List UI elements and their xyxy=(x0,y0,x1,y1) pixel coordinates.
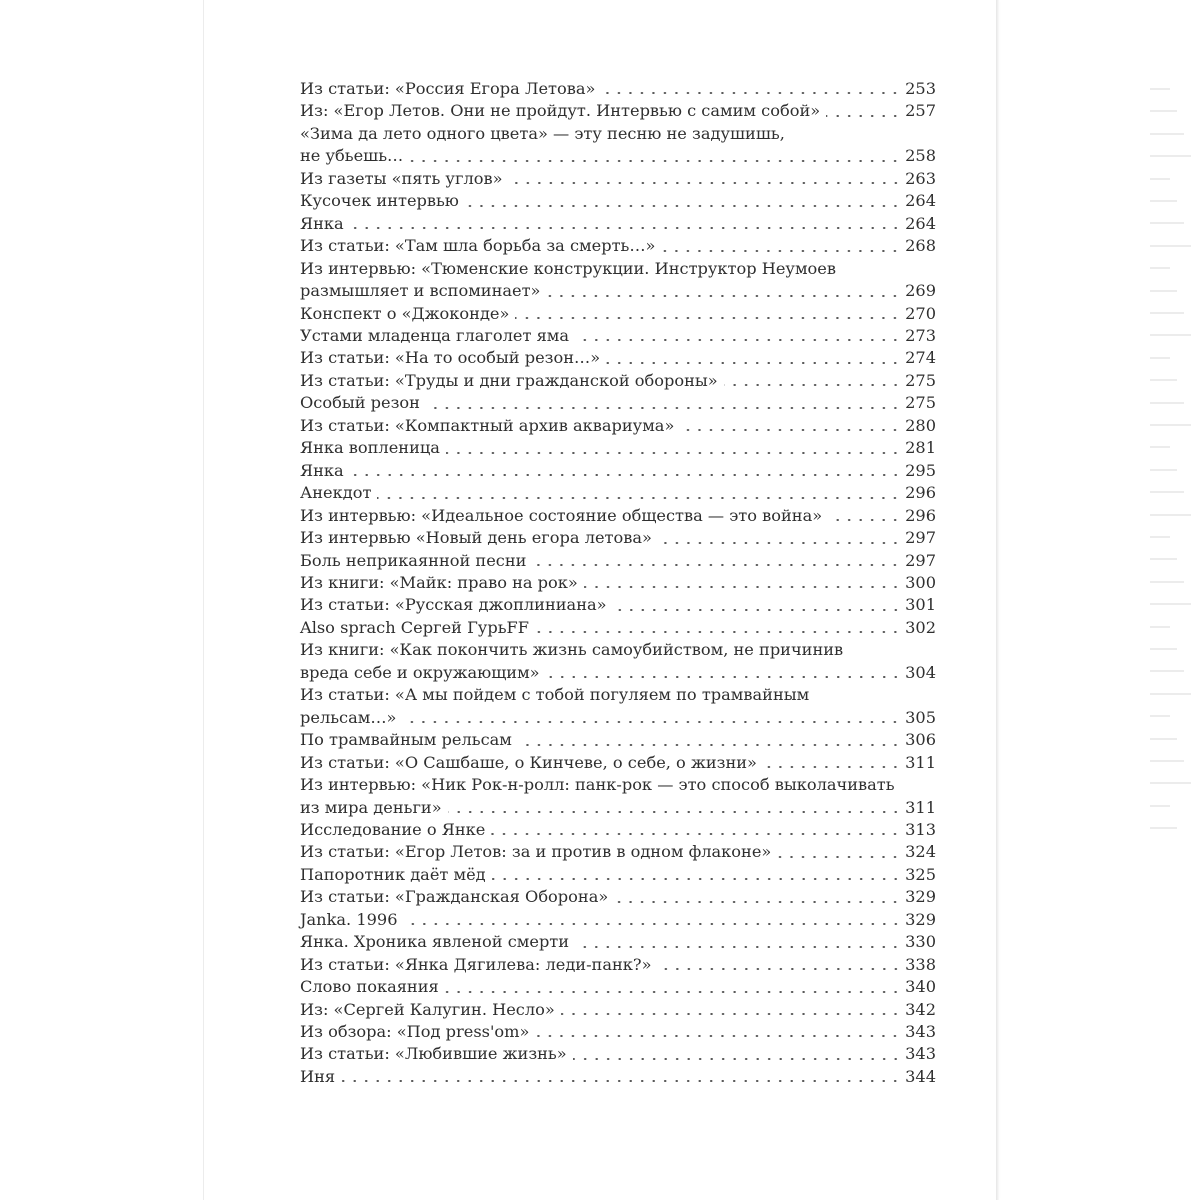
dot-leader xyxy=(350,474,901,476)
toc-entry-last-line xyxy=(300,886,936,908)
toc-entry xyxy=(300,190,936,212)
dot-leader xyxy=(535,631,901,633)
toc-page-number: 274 xyxy=(905,348,936,368)
toc-entry-last-line xyxy=(300,594,936,616)
dot-leader xyxy=(518,744,901,746)
toc-entry xyxy=(300,550,936,572)
bleed-mark xyxy=(1150,290,1177,292)
toc-entry-title: Янка вопленица xyxy=(300,438,440,458)
toc-entry-title: Иня xyxy=(300,1066,336,1086)
dot-leader xyxy=(680,429,901,431)
toc-entry xyxy=(300,639,936,684)
toc-page-number: 264 xyxy=(905,213,936,233)
toc-entry-last-line xyxy=(300,707,936,729)
toc-page-number: 275 xyxy=(905,370,936,390)
toc-entry-last-line xyxy=(300,347,936,369)
toc-entry-last-line xyxy=(300,100,936,122)
toc-page-number: 311 xyxy=(905,752,936,772)
toc-entry xyxy=(300,123,936,168)
toc-entry-last-line xyxy=(300,1066,936,1088)
bleed-mark xyxy=(1150,402,1184,404)
dot-leader xyxy=(606,362,901,364)
dot-leader xyxy=(341,1080,901,1082)
toc-page-number: 324 xyxy=(905,842,936,862)
bleed-mark xyxy=(1150,536,1170,538)
toc-page-number: 263 xyxy=(905,168,936,188)
toc-entry-title: Из интервью «Новый день егора летова» xyxy=(300,528,652,548)
toc-entry-last-line xyxy=(300,550,936,572)
toc-entry xyxy=(300,909,936,931)
bleed-mark xyxy=(1150,178,1170,180)
toc-entry-title: Из статьи: «На то особый резон…» xyxy=(300,348,601,368)
bleed-mark xyxy=(1150,200,1177,202)
toc-entry-last-line xyxy=(300,954,936,976)
toc-entry-last-line xyxy=(300,168,936,190)
dot-leader xyxy=(532,564,901,566)
toc-entry-title: Из статьи: «А мы пойдем с тобой погуляем по трамвайным xyxy=(300,685,810,705)
toc-page-number: 311 xyxy=(905,797,936,817)
toc-entry-title: вреда себе и окружающим» xyxy=(300,662,540,682)
toc-entry xyxy=(300,752,936,774)
toc-entry xyxy=(300,999,936,1021)
bleed-mark xyxy=(1150,827,1177,829)
bleed-mark xyxy=(1150,670,1184,672)
toc-page-number: 343 xyxy=(905,1044,936,1064)
toc-entry-title: Из: «Сергей Калугин. Несло» xyxy=(300,999,555,1019)
dot-leader xyxy=(777,856,901,858)
toc-entry xyxy=(300,213,936,235)
bleed-mark xyxy=(1150,88,1170,90)
toc-entry-title: рельсам…» xyxy=(300,707,397,727)
toc-entry xyxy=(300,527,936,549)
bleed-mark xyxy=(1150,558,1177,560)
toc-entry-line xyxy=(300,684,936,706)
bleed-mark xyxy=(1150,334,1191,336)
toc-page-number: 343 xyxy=(905,1022,936,1042)
show-through-bleed xyxy=(1144,0,1200,1200)
toc-page-number: 300 xyxy=(905,572,936,592)
toc-entry xyxy=(300,370,936,392)
bleed-mark xyxy=(1150,805,1170,807)
page-edge-shadow xyxy=(996,0,999,1200)
toc-entry-title: «Зима да лето одного цвета» — эту песню не задушишь, xyxy=(300,123,785,143)
dot-leader xyxy=(546,295,901,297)
toc-page-number: 329 xyxy=(905,909,936,929)
toc-entry-title: размышляет и вспоминает» xyxy=(300,281,541,301)
toc-entry-title: Из статьи: «Янка Дягилева: леди-панк?» xyxy=(300,954,652,974)
toc-entry-last-line xyxy=(300,303,936,325)
toc-entry xyxy=(300,886,936,908)
dot-leader xyxy=(546,676,902,678)
toc-entry xyxy=(300,774,936,819)
bleed-mark xyxy=(1150,379,1177,381)
toc-entry xyxy=(300,617,936,639)
toc-page-number: 269 xyxy=(905,281,936,301)
toc-page-number: 297 xyxy=(905,550,936,570)
toc-page-number: 305 xyxy=(905,707,936,727)
toc-entry xyxy=(300,258,936,303)
toc-entry-last-line xyxy=(300,460,936,482)
toc-entry-title: Из статьи: «Русская джоплиниана» xyxy=(300,595,607,615)
toc-page-number: 306 xyxy=(905,730,936,750)
dot-leader xyxy=(573,1058,901,1060)
toc-entry-title: Из интервью: «Ник Рок-н-ролл: панк-рок — это способ выколачивать xyxy=(300,775,895,795)
toc-entry-title: По трамвайным рельсам xyxy=(300,730,512,750)
toc-entry-last-line xyxy=(300,864,936,886)
toc-page-number: 257 xyxy=(905,101,936,121)
dot-leader xyxy=(584,586,901,588)
bleed-mark xyxy=(1150,110,1177,112)
dot-leader xyxy=(561,1013,901,1015)
dot-leader xyxy=(446,452,901,454)
toc-entry-last-line xyxy=(300,78,936,100)
toc-entry xyxy=(300,437,936,459)
toc-entry xyxy=(300,1043,936,1065)
dot-leader xyxy=(658,968,902,970)
dot-leader xyxy=(409,160,901,162)
bleed-mark xyxy=(1150,245,1191,247)
dot-leader xyxy=(601,92,901,94)
toc-entry-title: Из статьи: «Труды и дни гражданской обороны» xyxy=(300,370,718,390)
toc-entry-title: Из статьи: «Гражданская Оборона» xyxy=(300,887,609,907)
toc-entry-last-line xyxy=(300,976,936,998)
toc-entry xyxy=(300,168,936,190)
toc-entry-last-line xyxy=(300,437,936,459)
dot-leader xyxy=(402,721,901,723)
toc-entry-title: Конспект о «Джоконде» xyxy=(300,303,510,323)
toc-entry xyxy=(300,841,936,863)
toc-entry-line xyxy=(300,123,936,145)
bleed-mark xyxy=(1150,760,1184,762)
toc-entry-title: Янка xyxy=(300,460,344,480)
toc-entry-last-line xyxy=(300,392,936,414)
toc-entry xyxy=(300,303,936,325)
toc-entry-last-line xyxy=(300,909,936,931)
dot-leader xyxy=(492,878,901,880)
toc-page-number: 295 xyxy=(905,460,936,480)
dot-leader xyxy=(575,946,901,948)
toc-entry-last-line xyxy=(300,190,936,212)
bleed-mark xyxy=(1150,357,1170,359)
toc-entry-last-line xyxy=(300,819,936,841)
toc-entry-title: Из статьи: «Россия Егора Летова» xyxy=(300,79,596,98)
toc-entry-title: Из статьи: «Егор Летов: за и против в одном флаконе» xyxy=(300,842,772,862)
toc-entry xyxy=(300,954,936,976)
dot-leader xyxy=(445,991,901,993)
dot-leader xyxy=(465,205,901,207)
toc-entry xyxy=(300,684,936,729)
toc-entry xyxy=(300,572,936,594)
bleed-mark xyxy=(1150,155,1191,157)
bleed-mark xyxy=(1150,491,1184,493)
toc-entry xyxy=(300,864,936,886)
toc-entry-last-line xyxy=(300,729,936,751)
toc-entry-title: Из интервью: «Идеальное состояние общества — это война» xyxy=(300,505,823,525)
toc-entry-last-line xyxy=(300,752,936,774)
toc-entry-title: Устами младенца глаголет яма xyxy=(300,325,570,345)
toc-entry-last-line xyxy=(300,1021,936,1043)
bleed-mark xyxy=(1150,267,1170,269)
dot-leader xyxy=(509,182,902,184)
toc-entry-last-line xyxy=(300,662,936,684)
toc-entry xyxy=(300,931,936,953)
toc-entry-last-line xyxy=(300,280,936,302)
dot-leader xyxy=(828,519,901,521)
toc-entry-title: Янка xyxy=(300,213,344,233)
bleed-mark xyxy=(1150,581,1184,583)
bleed-mark xyxy=(1150,424,1191,426)
toc-entry xyxy=(300,325,936,347)
toc-page-number: 253 xyxy=(905,79,936,98)
toc-entry-last-line xyxy=(300,931,936,953)
bleed-mark xyxy=(1150,603,1191,605)
toc-page-number: 297 xyxy=(905,528,936,548)
toc-page-number: 302 xyxy=(905,617,936,637)
toc-entry xyxy=(300,1066,936,1088)
dot-leader xyxy=(658,542,901,544)
toc-page-number: 258 xyxy=(905,146,936,166)
dot-leader xyxy=(515,317,901,319)
bleed-mark xyxy=(1150,782,1191,784)
toc-entry-title: Из статьи: «Компактный архив аквариума» xyxy=(300,415,675,435)
toc-entry-last-line xyxy=(300,415,936,437)
bleed-mark xyxy=(1150,738,1177,740)
dot-leader xyxy=(763,766,901,768)
toc-page-number: 344 xyxy=(905,1066,936,1086)
toc-page-number: 273 xyxy=(905,325,936,345)
toc-page-number: 340 xyxy=(905,977,936,997)
toc-entry-title: Слово покаяния xyxy=(300,977,439,997)
toc-entry-title: Анекдот xyxy=(300,483,372,503)
dot-leader xyxy=(377,497,901,499)
toc-entry-title: Особый резон xyxy=(300,393,420,413)
toc-entry-last-line xyxy=(300,999,936,1021)
toc-entry-title: Из книги: «Майк: право на рок» xyxy=(300,572,578,592)
toc-entry xyxy=(300,976,936,998)
toc-entry-line xyxy=(300,774,936,796)
toc-entry xyxy=(300,482,936,504)
dot-leader xyxy=(826,115,901,117)
toc-entry xyxy=(300,505,936,527)
toc-entry xyxy=(300,729,936,751)
toc-page-number: 313 xyxy=(905,819,936,839)
bleed-mark xyxy=(1150,312,1184,314)
dot-leader xyxy=(404,923,902,925)
toc-page-number: 270 xyxy=(905,303,936,323)
toc-entry-line xyxy=(300,258,936,280)
toc-entry-title: Папоротник даёт мёд xyxy=(300,864,486,884)
toc-entry-title: Кусочек интервью xyxy=(300,191,459,211)
toc-entry-title: Из газеты «пять углов» xyxy=(300,168,503,188)
toc-entry-last-line xyxy=(300,841,936,863)
dot-leader xyxy=(426,407,901,409)
toc-entry xyxy=(300,460,936,482)
toc-entry-title: Боль неприкаянной песни xyxy=(300,550,527,570)
toc-entry-last-line xyxy=(300,617,936,639)
toc-page-number: 264 xyxy=(905,191,936,211)
toc-entry-title: Исследование о Янке xyxy=(300,819,486,839)
toc-page-number: 296 xyxy=(905,483,936,503)
toc-entry-title: Из статьи: «Любившие жизнь» xyxy=(300,1044,567,1064)
toc-entry-title: Из обзора: «Под press'om» xyxy=(300,1022,530,1042)
toc-entry-last-line xyxy=(300,527,936,549)
toc-page-number: 268 xyxy=(905,236,936,256)
toc-entry-last-line xyxy=(300,572,936,594)
bleed-mark xyxy=(1150,648,1177,650)
bleed-mark xyxy=(1150,626,1170,628)
dot-leader xyxy=(661,250,901,252)
toc-entry-last-line xyxy=(300,797,936,819)
toc-page-number: 301 xyxy=(905,595,936,615)
toc-page-number: 329 xyxy=(905,887,936,907)
dot-leader xyxy=(491,833,901,835)
dot-leader xyxy=(535,1035,901,1037)
dot-leader xyxy=(575,339,901,341)
bleed-mark xyxy=(1150,446,1170,448)
toc-page-number: 338 xyxy=(905,954,936,974)
toc-page-number: 304 xyxy=(905,662,936,682)
toc-entry-title: Из: «Егор Летов. Они не пройдут. Интервью с самим собой» xyxy=(300,101,821,121)
toc-entry-last-line xyxy=(300,505,936,527)
bleed-mark xyxy=(1150,469,1177,471)
dot-leader xyxy=(614,901,901,903)
toc-page-number: 296 xyxy=(905,505,936,525)
toc-entry xyxy=(300,78,936,100)
toc-entry-last-line xyxy=(300,325,936,347)
dot-leader xyxy=(350,227,901,229)
toc-page-number: 281 xyxy=(905,438,936,458)
toc-entry-last-line xyxy=(300,145,936,167)
toc-page-number: 325 xyxy=(905,864,936,884)
toc-entry xyxy=(300,347,936,369)
toc-entry-last-line xyxy=(300,1043,936,1065)
toc-entry xyxy=(300,235,936,257)
toc-entry-title: из мира деньги» xyxy=(300,797,442,817)
bleed-mark xyxy=(1150,222,1184,224)
toc-page-number: 342 xyxy=(905,999,936,1019)
toc-page-number: 330 xyxy=(905,932,936,952)
dot-leader xyxy=(613,609,902,611)
toc-entry xyxy=(300,100,936,122)
toc-entry-last-line xyxy=(300,482,936,504)
toc-entry-title: Из книги: «Как покончить жизнь самоубийством, не причинив xyxy=(300,640,844,660)
bleed-mark xyxy=(1150,693,1191,695)
toc-entry-line xyxy=(300,639,936,661)
toc-page-number: 280 xyxy=(905,415,936,435)
toc-entry xyxy=(300,594,936,616)
toc-entry-title: Из интервью: «Тюменские конструкции. Инструктор Неумоев xyxy=(300,258,836,278)
toc-entry xyxy=(300,415,936,437)
bleed-mark xyxy=(1150,133,1184,135)
toc-entry xyxy=(300,819,936,841)
toc-page-number: 275 xyxy=(905,393,936,413)
toc-entry-title: не убьешь… xyxy=(300,146,404,166)
toc-entry xyxy=(300,392,936,414)
dot-leader xyxy=(724,384,901,386)
toc-entry-title: Янка. Хроника явленой смерти xyxy=(300,932,570,952)
bleed-mark xyxy=(1150,715,1170,717)
toc-entry-title: Из статьи: «О Сашбаше, о Кинчеве, о себе, о жизни» xyxy=(300,752,757,772)
toc-entry-last-line xyxy=(300,370,936,392)
table-of-contents xyxy=(300,78,936,1088)
bleed-mark xyxy=(1150,514,1191,516)
toc-entry xyxy=(300,1021,936,1043)
toc-entry-last-line xyxy=(300,213,936,235)
toc-entry-title: Janka. 1996 xyxy=(300,909,398,929)
toc-entry-title: Also sprach Сергей ГурьFF xyxy=(300,617,529,637)
toc-entry-title: Из статьи: «Там шла борьба за смерть…» xyxy=(300,236,656,256)
toc-entry-last-line xyxy=(300,235,936,257)
dot-leader xyxy=(448,811,901,813)
